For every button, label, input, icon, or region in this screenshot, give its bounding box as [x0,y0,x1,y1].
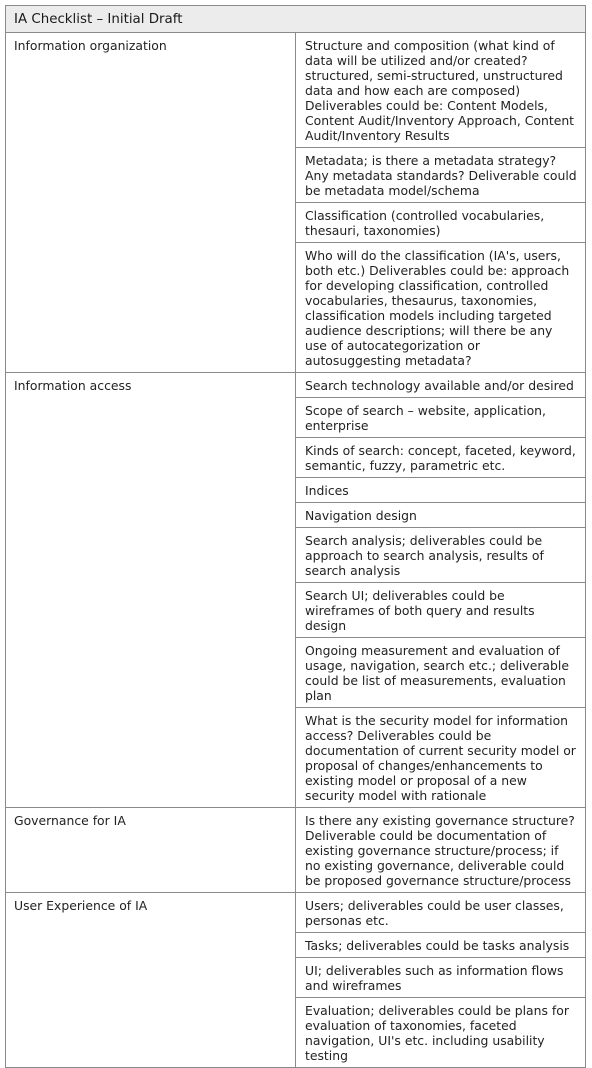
category-label: User Experience of IA [6,893,296,1068]
checklist-item: Scope of search – website, application, enterprise [296,398,586,438]
checklist-item: Structure and composition (what kind of data will be utilized and/or created? structured, semi-structured, unstructured data and how each are composed) Deliverables could be: Content Models, Content Audit/Inventory Approach, Content Audit/Inventory Results [296,33,586,148]
checklist-item: What is the security model for information access? Deliverables could be documentation of current security model or proposal of changes/enhancements to existing model or proposal of a new security model with rationale [296,708,586,808]
checklist-item: Kinds of search: concept, faceted, keyword, semantic, fuzzy, parametric etc. [296,438,586,478]
category-label: Information organization [6,33,296,373]
checklist-item: Ongoing measurement and evaluation of usage, navigation, search etc.; deliverable could be list of measurements, evaluation plan [296,638,586,708]
checklist-item: Users; deliverables could be user classes, personas etc. [296,893,586,933]
checklist-item: Who will do the classification (IA's, users, both etc.) Deliverables could be: approach for developing classification, controlled vocabularies, thesaurus, taxonomies, classification models including targeted audience descriptions; will there be any use of autocategorization or autosuggesting metadata? [296,243,586,373]
table-row [6,893,586,933]
title-row [6,6,586,33]
checklist-item: Search technology available and/or desired [296,373,586,398]
table-row [6,373,586,398]
checklist-item: Tasks; deliverables could be tasks analysis [296,933,586,958]
checklist-item: UI; deliverables such as information flows and wireframes [296,958,586,998]
checklist-item: Metadata; is there a metadata strategy? Any metadata standards? Deliverable could be metadata model/schema [296,148,586,203]
checklist-item: Navigation design [296,503,586,528]
checklist-body [6,6,586,1068]
table-title: IA Checklist – Initial Draft [6,6,586,33]
checklist-item: Indices [296,478,586,503]
checklist-table [5,5,586,1068]
checklist-item: Classification (controlled vocabularies, thesauri, taxonomies) [296,203,586,243]
table-row [6,33,586,148]
table-row [6,808,586,893]
checklist-item: Is there any existing governance structure? Deliverable could be documentation of existing governance structure/process; if no existing governance, deliverable could be proposed governance structure/process [296,808,586,893]
category-label: Information access [6,373,296,808]
checklist-item: Search UI; deliverables could be wireframes of both query and results design [296,583,586,638]
checklist-item: Evaluation; deliverables could be plans for evaluation of taxonomies, faceted navigation, UI's etc. including usability testing [296,998,586,1068]
category-label: Governance for IA [6,808,296,893]
checklist-item: Search analysis; deliverables could be approach to search analysis, results of search analysis [296,528,586,583]
checklist-document [5,5,586,1068]
